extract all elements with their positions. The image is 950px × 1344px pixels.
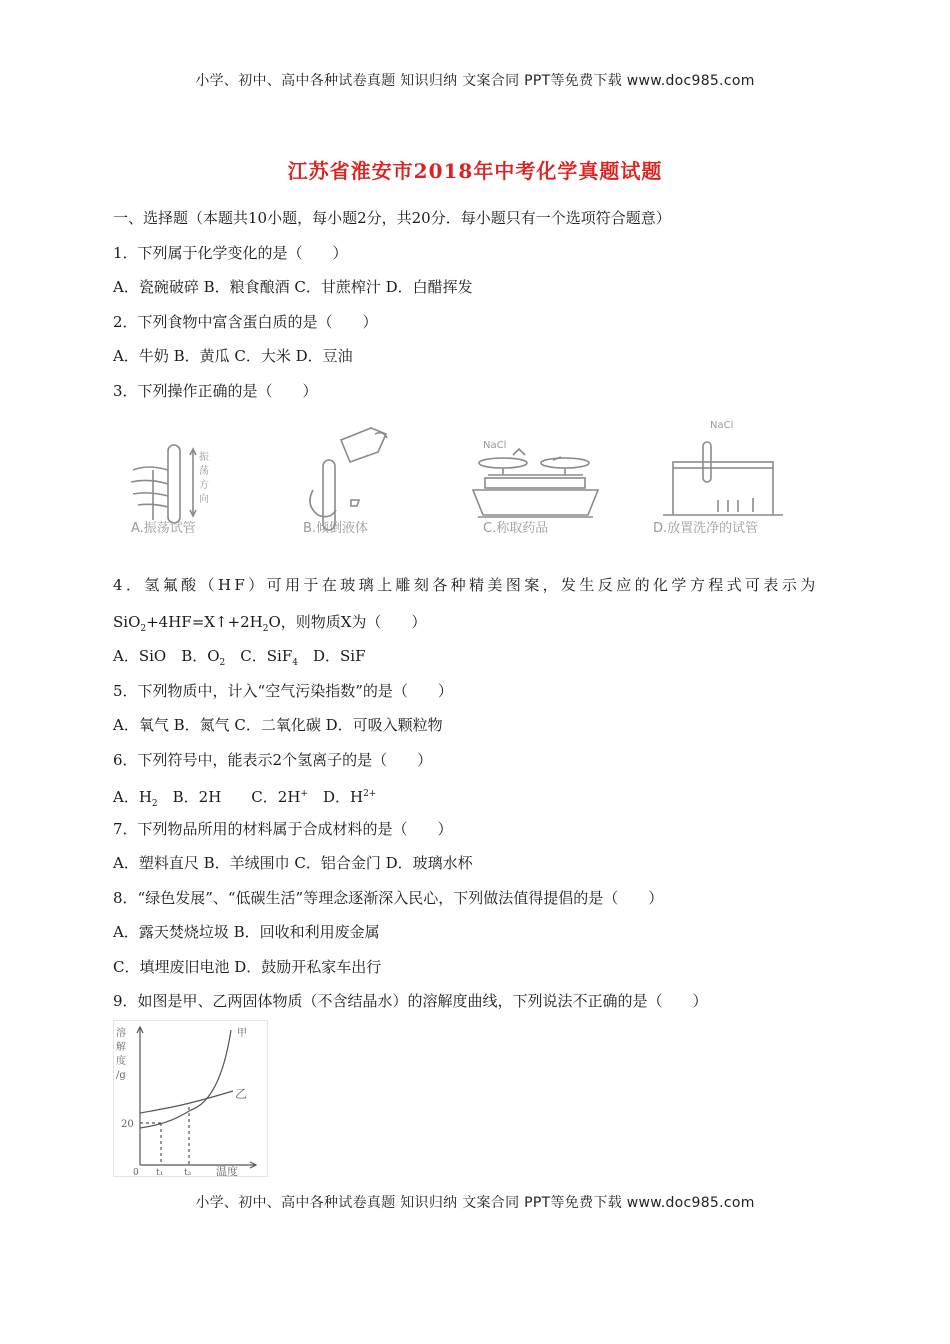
q8-options-1: A．露天焚烧垃圾 B．回收和利用废金属 [113, 923, 380, 941]
q2-options: A．牛奶 B．黄瓜 C．大米 D．豆油 [113, 347, 353, 365]
caption-b: B.倾倒液体 [303, 521, 369, 536]
curve-label-yi: 乙 [235, 1087, 248, 1101]
q4-stem-line1: 4．氢氟酸（HF）可用于在玻璃上雕刻各种精美图案，发生反应的化学方程式可表示为 [113, 576, 819, 594]
y-label-3: 度 [116, 1056, 126, 1067]
curve-yi [140, 1091, 233, 1113]
origin-label: 0 [133, 1168, 139, 1177]
caption-c: C.称取药品 [483, 521, 549, 536]
q3-figures [113, 420, 813, 545]
y-label-2: 解 [116, 1042, 126, 1053]
shake-dir-2: 荡 [199, 466, 209, 477]
y-label-1: 溶 [116, 1028, 126, 1039]
figure-a-shake-tube [131, 445, 196, 523]
q5-stem: 5．下列物质中，计入“空气污染指数”的是（ ） [113, 682, 453, 700]
nacl-label: NaCl [483, 440, 507, 451]
shake-dir-3: 方 [199, 480, 209, 491]
caption-d: D.放置洗净的试管 [653, 521, 759, 536]
figure-d-tube-rack [663, 442, 783, 515]
page-title: 江苏省淮安市2018年中考化学真题试题 [287, 159, 663, 183]
q4-equation: $SiO_2+4HF=X↑+2H_2O$，则物质X为（ ） [113, 613, 427, 634]
q6-options: A．$H_2$ B．2H C．2H+ D．$H^{2+}$ [113, 788, 377, 809]
x-axis-label: 温度 [216, 1165, 238, 1177]
shake-dir-1: 振 [199, 452, 209, 463]
svg-text:NaCl: NaCl [710, 420, 734, 431]
page-header: 小学、初中、高中各种试卷真题 知识归纳 文案合同 PPT等免费下载 www.doc985.com [195, 73, 755, 89]
figure-c-balance [473, 449, 598, 517]
section-heading: 一、选择题（本题共10小题，每小题2分，共20分．每小题只有一个选项符合题意） [113, 209, 671, 227]
q7-stem: 7．下列物品所用的材料属于合成材料的是（ ） [113, 820, 453, 838]
q9-stem: 9．如图是甲、乙两固体物质（不含结晶水）的溶解度曲线，下列说法不正确的是（ ） [113, 992, 708, 1010]
q3-stem: 3．下列操作正确的是（ ） [113, 382, 318, 400]
q7-options: A．塑料直尺 B．羊绒围巾 C．铝合金门 D．玻璃水杯 [113, 854, 473, 872]
q2-stem: 2．下列食物中富含蛋白质的是（ ） [113, 313, 378, 331]
q6-stem: 6．下列符号中，能表示2个氢离子的是（ ） [113, 751, 433, 769]
page-footer: 小学、初中、高中各种试卷真题 知识归纳 文案合同 PPT等免费下载 www.doc985.com [195, 1195, 755, 1211]
q4-options: A．SiO B．$O_2$ C．SiF$_4$ D．SiF [113, 647, 366, 668]
y-label-4: /g [116, 1070, 126, 1081]
q5-options: A．氧气 B．氮气 C．二氧化碳 D．可吸入颗粒物 [113, 716, 443, 734]
caption-a: A.振荡试管 [131, 521, 196, 536]
figure-b-pour-liquid [310, 428, 387, 530]
q8-stem: 8．“绿色发展”、“低碳生活”等理念逐渐深入民心，下列做法值得提倡的是（ ） [113, 889, 664, 907]
q8-options-2: C．填埋废旧电池 D．鼓励开私家车出行 [113, 958, 382, 976]
curve-label-jia: 甲 [237, 1028, 247, 1039]
shake-dir-4: 向 [199, 494, 209, 505]
x-tick-t1: t₁ [156, 1168, 164, 1177]
q1-options: A．瓷碗破碎 B．粮食酿酒 C．甘蔗榨汁 D．白醋挥发 [113, 278, 473, 296]
curve-jia [140, 1030, 231, 1128]
x-tick-t2: t₂ [184, 1168, 192, 1177]
q1-stem: 1．下列属于化学变化的是（ ） [113, 244, 348, 262]
y-tick-20: 20 [121, 1119, 134, 1130]
q9-solubility-graph [113, 1020, 268, 1177]
